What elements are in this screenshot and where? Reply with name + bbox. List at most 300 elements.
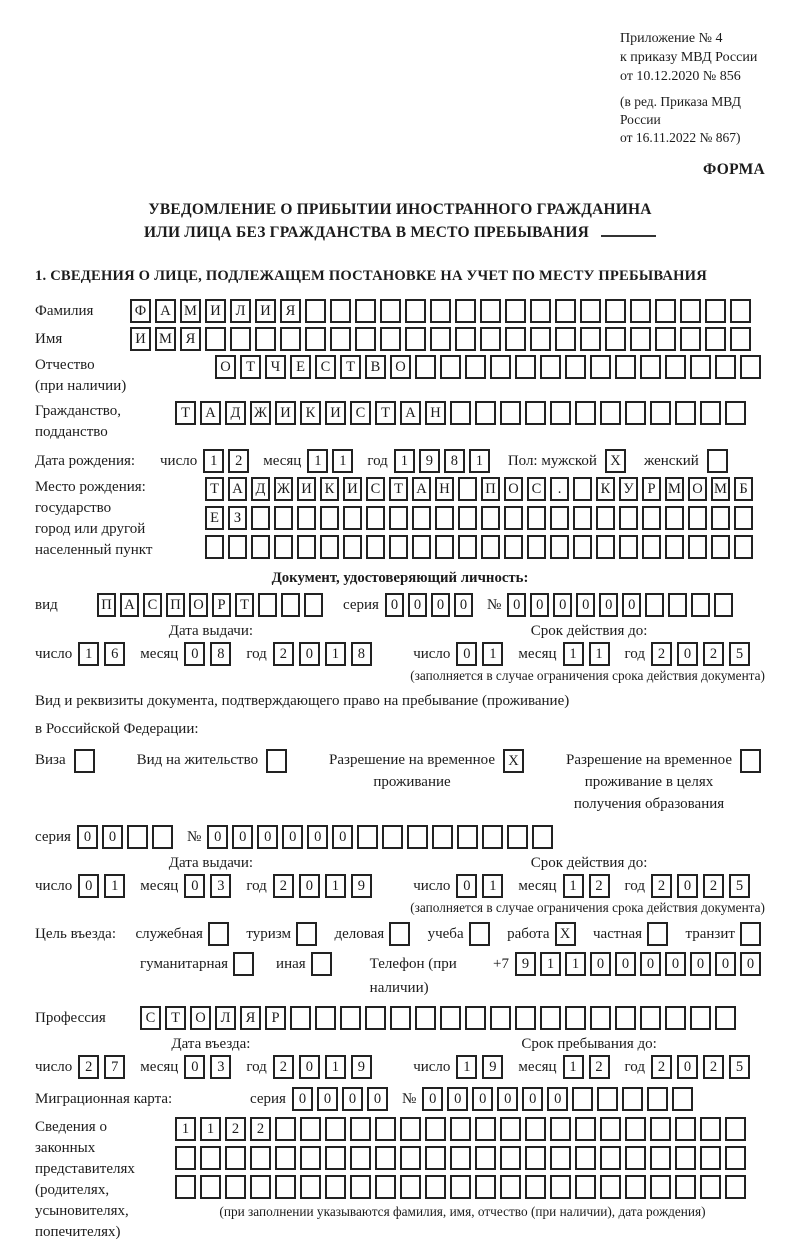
char-cell: [200, 1146, 221, 1170]
purpose-label-1: туризм: [246, 925, 291, 942]
char-cell: [596, 535, 615, 559]
char-cell: 0: [299, 1055, 320, 1079]
birth-place-label-line4: населенный пункт: [35, 542, 153, 559]
legal-reps-label-line3: представителях: [35, 1160, 135, 1177]
identity-doc-issue-line: [35, 642, 387, 666]
char-cell: [490, 355, 511, 379]
temp-permit-label-line2: проживание: [373, 773, 451, 790]
birth-place-row: [35, 477, 765, 564]
char-cell: [500, 1175, 521, 1199]
char-cell: [655, 299, 676, 323]
char-cell: [665, 506, 684, 530]
purpose-label-2: деловая: [334, 925, 385, 942]
char-cell: Т: [389, 477, 408, 501]
char-cell: [650, 1175, 671, 1199]
char-cell: 0: [530, 593, 549, 617]
valid-year-label: год: [624, 646, 645, 663]
legal-reps-note: (при заполнении указываются фамилия, имя, отчество (при наличии), дата рождения): [219, 1203, 706, 1219]
identity-doc-valid-group: [413, 623, 765, 666]
char-cell: 1: [325, 642, 346, 666]
char-cell: [505, 327, 526, 351]
char-cell: [700, 1146, 721, 1170]
birth-place-cells-row1: [205, 477, 757, 501]
char-cell: 0: [599, 593, 618, 617]
char-cell: [675, 1117, 696, 1141]
char-cell: [475, 1117, 496, 1141]
char-cell: 0: [740, 952, 761, 976]
migration-card-number-cells: [422, 1087, 697, 1111]
char-cell: [208, 922, 229, 946]
purpose-label-3: учеба: [427, 925, 464, 942]
char-cell: [250, 1175, 271, 1199]
char-cell: Т: [235, 593, 254, 617]
char-cell: [251, 535, 270, 559]
residence-doc-valid-group: [413, 855, 765, 898]
char-cell: [740, 355, 761, 379]
char-cell: [465, 1006, 486, 1030]
char-cell: [600, 1146, 621, 1170]
identity-doc-issue-header: Дата выдачи:: [168, 623, 254, 640]
temp-permit-label-line1: Разрешение на временное: [329, 751, 496, 768]
char-cell: Р: [265, 1006, 286, 1030]
char-cell: [415, 1006, 436, 1030]
issue-year-label: год: [246, 646, 267, 663]
entry-date-group: [35, 1036, 387, 1079]
identity-doc-issue-group: [35, 623, 387, 666]
char-cell: 2: [651, 642, 672, 666]
valid-month-label: месяц: [518, 646, 557, 663]
char-cell: [530, 299, 551, 323]
char-cell: [320, 506, 339, 530]
birth-place-cells-column: [205, 477, 757, 564]
char-cell: [330, 299, 351, 323]
char-cell: [622, 1087, 643, 1111]
char-cell: [440, 355, 461, 379]
char-cell: О: [215, 355, 236, 379]
char-cell: И: [205, 299, 226, 323]
char-cell: [482, 825, 503, 849]
char-cell: [600, 401, 621, 425]
char-cell: [305, 327, 326, 351]
identity-doc-validity-note: (заполняется в случае ограничения срока действия документа): [410, 668, 765, 684]
birth-month-cells: [307, 449, 357, 473]
char-cell: 0: [522, 1087, 543, 1111]
phone-cells: [515, 952, 765, 976]
legal-reps-label-line6: попечителях): [35, 1223, 121, 1240]
char-cell: 0: [77, 825, 98, 849]
char-cell: Т: [240, 355, 261, 379]
char-cell: [550, 401, 571, 425]
char-cell: 1: [540, 952, 561, 976]
char-cell: 8: [351, 642, 372, 666]
char-cell: 2: [703, 1055, 724, 1079]
entry-month-cells: [184, 1055, 236, 1079]
char-cell: 0: [232, 825, 253, 849]
char-cell: Е: [205, 506, 224, 530]
migration-card-number-label: №: [401, 1090, 417, 1107]
residence-doc-intro-line1: Вид и реквизиты документа, подтверждающего право на пребывание (проживание): [35, 693, 570, 710]
res-issue-year-cells: [273, 874, 377, 898]
char-cell: [380, 299, 401, 323]
char-cell: 6: [104, 642, 125, 666]
residence-doc-options: [35, 749, 765, 815]
char-cell: [275, 1146, 296, 1170]
char-cell: [725, 1146, 746, 1170]
char-cell: 2: [651, 1055, 672, 1079]
char-cell: 2: [273, 1055, 294, 1079]
char-cell: Я: [240, 1006, 261, 1030]
char-cell: [469, 922, 490, 946]
char-cell: 2: [225, 1117, 246, 1141]
residence-doc-validity-note: (заполняется в случае ограничения срока действия документа): [410, 899, 765, 915]
form-title: [35, 199, 765, 244]
res-issue-day-label: число: [35, 877, 73, 894]
char-cell: 1: [104, 874, 125, 898]
purpose-option-business: [334, 922, 414, 946]
char-cell: 0: [299, 874, 320, 898]
purpose-option-transit: [685, 922, 764, 946]
char-cell: [415, 355, 436, 379]
stay-year-cells: [651, 1055, 755, 1079]
char-cell: [665, 535, 684, 559]
char-cell: 0: [78, 874, 99, 898]
char-cell: 0: [184, 642, 205, 666]
char-cell: [274, 535, 293, 559]
identity-doc-number-cells: [507, 593, 737, 617]
char-cell: 9: [482, 1055, 503, 1079]
char-cell: [740, 749, 761, 773]
appendix-line-3: от 10.12.2020 № 856: [620, 68, 741, 84]
char-cell: .: [550, 477, 569, 501]
visa-label: Виза: [35, 751, 66, 768]
char-cell: [711, 506, 730, 530]
char-cell: [597, 1087, 618, 1111]
purpose-checkbox-8: [311, 952, 336, 976]
char-cell: [690, 1006, 711, 1030]
char-cell: [647, 1087, 668, 1111]
char-cell: [375, 1175, 396, 1199]
char-cell: Л: [230, 299, 251, 323]
char-cell: [435, 535, 454, 559]
identity-doc-series-label: серия: [343, 597, 379, 614]
res-valid-month-label: месяц: [518, 877, 557, 894]
patronymic-cells: [215, 355, 765, 379]
edu-residence-permit-option: [566, 749, 765, 815]
char-cell: 0: [184, 874, 205, 898]
char-cell: С: [366, 477, 385, 501]
char-cell: [650, 1117, 671, 1141]
char-cell: [725, 401, 746, 425]
char-cell: [455, 327, 476, 351]
surname-cells: [130, 299, 755, 323]
char-cell: [450, 1117, 471, 1141]
char-cell: 0: [207, 825, 228, 849]
char-cell: [366, 506, 385, 530]
purpose-option-tourism: [246, 922, 321, 946]
char-cell: 0: [690, 952, 711, 976]
char-cell: [615, 1006, 636, 1030]
char-cell: И: [255, 299, 276, 323]
edu-residence-permit-label: [566, 749, 740, 815]
char-cell: [530, 327, 551, 351]
birth-year-label: год: [367, 453, 388, 470]
char-cell: [525, 1175, 546, 1199]
char-cell: [734, 535, 753, 559]
char-cell: [715, 1006, 736, 1030]
purpose-checkbox-7: [233, 952, 258, 976]
patronymic-label-line1: Отчество: [35, 357, 95, 374]
char-cell: [730, 299, 751, 323]
char-cell: З: [228, 506, 247, 530]
char-cell: Б: [734, 477, 753, 501]
migration-card-series-label: серия: [250, 1090, 286, 1107]
char-cell: [705, 299, 726, 323]
char-cell: [200, 1175, 221, 1199]
char-cell: 5: [729, 1055, 750, 1079]
char-cell: 2: [703, 642, 724, 666]
char-cell: [630, 327, 651, 351]
char-cell: С: [315, 355, 336, 379]
char-cell: В: [365, 355, 386, 379]
phone-prefix: +7: [493, 955, 509, 972]
char-cell: [725, 1117, 746, 1141]
char-cell: [300, 1175, 321, 1199]
identity-doc-valid-header: Срок действия до:: [530, 623, 648, 640]
char-cell: [275, 1117, 296, 1141]
char-cell: [573, 506, 592, 530]
res-issue-day-cells: [78, 874, 130, 898]
char-cell: [555, 327, 576, 351]
char-cell: [645, 593, 664, 617]
visa-checkbox: [74, 749, 99, 773]
purpose-label-6: транзит: [685, 925, 735, 942]
residence-doc-dates: [35, 855, 765, 898]
char-cell: [175, 1175, 196, 1199]
res-valid-day-label: число: [413, 877, 451, 894]
form-title-line2: ИЛИ ЛИЦА БЕЗ ГРАЖДАНСТВА В МЕСТО ПРЕБЫВАНИЯ: [143, 223, 590, 241]
patronymic-label-line2: (при наличии): [35, 378, 127, 395]
char-cell: [425, 1175, 446, 1199]
char-cell: [458, 477, 477, 501]
char-cell: [389, 506, 408, 530]
char-cell: 5: [729, 874, 750, 898]
char-cell: [550, 535, 569, 559]
char-cell: [311, 952, 332, 976]
char-cell: [490, 1006, 511, 1030]
residence-doc-issue-line: [35, 874, 387, 898]
identity-doc-number-label: №: [486, 597, 502, 614]
birth-place-cells-row3: [205, 535, 757, 559]
purpose-option-humanitarian: [140, 952, 258, 976]
char-cell: [525, 1146, 546, 1170]
gender-female-label: женский: [643, 453, 699, 470]
char-cell: [532, 825, 553, 849]
char-cell: Н: [425, 401, 446, 425]
char-cell: [175, 1146, 196, 1170]
char-cell: [152, 825, 173, 849]
char-cell: О: [504, 477, 523, 501]
char-cell: [405, 299, 426, 323]
purpose-second-row: [35, 952, 765, 1000]
char-cell: [707, 449, 728, 473]
char-cell: [481, 535, 500, 559]
stay-until-group: [413, 1036, 765, 1079]
char-cell: [315, 1006, 336, 1030]
char-cell: [412, 535, 431, 559]
birth-place-label-line3: город или другой: [35, 521, 146, 538]
char-cell: [590, 355, 611, 379]
char-cell: [700, 1117, 721, 1141]
title-blank-underline: [601, 223, 656, 237]
char-cell: [500, 401, 521, 425]
char-cell: И: [130, 327, 151, 351]
residence-doc-number-cells: [207, 825, 557, 849]
char-cell: [250, 1146, 271, 1170]
char-cell: [625, 1117, 646, 1141]
char-cell: [297, 506, 316, 530]
char-cell: А: [228, 477, 247, 501]
char-cell: [650, 401, 671, 425]
char-cell: [575, 1117, 596, 1141]
char-cell: 7: [104, 1055, 125, 1079]
char-cell: [480, 327, 501, 351]
char-cell: [296, 922, 317, 946]
char-cell: [540, 1006, 561, 1030]
char-cell: 0: [715, 952, 736, 976]
issue-month-label: месяц: [140, 646, 179, 663]
char-cell: [350, 1175, 371, 1199]
char-cell: [412, 506, 431, 530]
issue-day-label: число: [35, 646, 73, 663]
char-cell: [500, 1146, 521, 1170]
char-cell: Р: [212, 593, 231, 617]
char-cell: Н: [435, 477, 454, 501]
temp-residence-permit-label: [329, 749, 503, 793]
char-cell: 9: [351, 874, 372, 898]
legal-reps-label-line4: (родителях,: [35, 1181, 110, 1198]
char-cell: 1: [394, 449, 415, 473]
legal-reps-cells-row2: [175, 1146, 750, 1170]
char-cell: Д: [251, 477, 270, 501]
char-cell: Т: [340, 355, 361, 379]
char-cell: 1: [78, 642, 99, 666]
char-cell: 8: [444, 449, 465, 473]
char-cell: [714, 593, 733, 617]
char-cell: 0: [553, 593, 572, 617]
char-cell: [640, 355, 661, 379]
char-cell: Т: [205, 477, 224, 501]
char-cell: [642, 506, 661, 530]
purpose-label-7: гуманитарная: [140, 955, 229, 972]
char-cell: 0: [184, 1055, 205, 1079]
char-cell: [343, 535, 362, 559]
char-cell: Т: [175, 401, 196, 425]
char-cell: 0: [507, 593, 526, 617]
char-cell: 0: [332, 825, 353, 849]
stay-until-line: [413, 1055, 765, 1079]
char-cell: А: [120, 593, 139, 617]
char-cell: [715, 355, 736, 379]
purpose-option-private: [593, 922, 672, 946]
legal-reps-label-line5: усыновителях,: [35, 1202, 129, 1219]
char-cell: 2: [589, 874, 610, 898]
profession-row: [35, 1006, 765, 1030]
char-cell: [672, 1087, 693, 1111]
char-cell: [458, 535, 477, 559]
residence-doc-valid-header: Срок действия до:: [530, 854, 648, 871]
char-cell: [675, 1175, 696, 1199]
birth-year-cells: [394, 449, 494, 473]
char-cell: [740, 922, 761, 946]
char-cell: 0: [292, 1087, 313, 1111]
char-cell: М: [711, 477, 730, 501]
char-cell: [525, 1117, 546, 1141]
char-cell: 0: [454, 593, 473, 617]
form-title-line1: УВЕДОМЛЕНИЕ О ПРИБЫТИИ ИНОСТРАННОГО ГРАЖДАНИНА: [148, 201, 652, 219]
char-cell: 2: [228, 449, 249, 473]
char-cell: [355, 327, 376, 351]
birth-place-cells-row2: [205, 506, 757, 530]
char-cell: 2: [651, 874, 672, 898]
entry-year-label: год: [246, 1058, 267, 1075]
char-cell: М: [180, 299, 201, 323]
char-cell: Л: [215, 1006, 236, 1030]
char-cell: П: [166, 593, 185, 617]
appendix-line-1: Приложение № 4: [620, 31, 723, 46]
char-cell: [688, 535, 707, 559]
appendix-line-2: к приказу МВД России: [620, 49, 758, 65]
char-cell: [572, 1087, 593, 1111]
char-cell: [400, 1117, 421, 1141]
char-cell: [440, 1006, 461, 1030]
purpose-checkbox-1: [296, 922, 321, 946]
char-cell: [375, 1146, 396, 1170]
char-cell: 0: [299, 642, 320, 666]
char-cell: Я: [180, 327, 201, 351]
char-cell: Д: [225, 401, 246, 425]
char-cell: [127, 825, 148, 849]
identity-doc-series-cells: [385, 593, 477, 617]
legal-reps-label-line2: законных: [35, 1139, 96, 1156]
revision-line-1: (в ред. Приказа МВД России: [620, 93, 741, 127]
char-cell: [605, 327, 626, 351]
purpose-checkbox-3: [469, 922, 494, 946]
char-cell: [389, 535, 408, 559]
char-cell: С: [527, 477, 546, 501]
char-cell: [725, 1175, 746, 1199]
char-cell: [565, 1006, 586, 1030]
char-cell: [550, 506, 569, 530]
purpose-checkbox-2: [389, 922, 414, 946]
purpose-label-5: частная: [593, 925, 643, 942]
char-cell: 0: [456, 642, 477, 666]
char-cell: [225, 1175, 246, 1199]
char-cell: [655, 327, 676, 351]
char-cell: [675, 1146, 696, 1170]
char-cell: [680, 327, 701, 351]
char-cell: К: [300, 401, 321, 425]
purpose-label-4: работа: [507, 925, 550, 942]
entry-day-label: число: [35, 1058, 73, 1075]
char-cell: [225, 1146, 246, 1170]
char-cell: 0: [665, 952, 686, 976]
char-cell: [625, 401, 646, 425]
char-cell: [320, 535, 339, 559]
citizenship-row: [35, 401, 765, 443]
char-cell: [504, 506, 523, 530]
residence-doc-number-label: №: [186, 828, 202, 845]
valid-day-cells: [456, 642, 508, 666]
